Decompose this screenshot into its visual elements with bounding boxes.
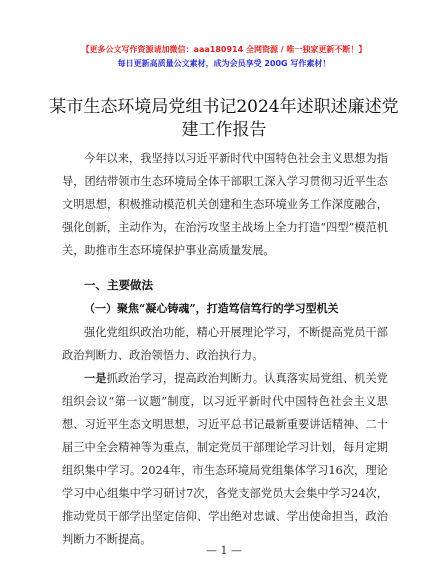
- section-heading-1: 一、主要做法: [84, 278, 153, 292]
- promo-line-2: 每日更新高质量公文素材，成为会员享受 200G 写作素材！: [117, 59, 331, 68]
- intro-paragraph: 今年以来，我坚持以习近平新时代中国特色社会主义思想为指导，团结带领市生态环境局全体干部职工深入学习贯彻习近平生态文明思想，积极推动模范机关创建和生态环境业务工作深度融合，强化创新，主动作为，在治污攻坚主战场上全力打造“四型”模范机关，助推市生态环境保护事业高质量发展。: [62, 152, 388, 257]
- paragraph-2: [62, 367, 388, 551]
- page-number: — 1 —: [206, 544, 242, 557]
- promo-line-1: 【更多公文写作资源请加微信：aaa180914 全网资源 / 唯一独家更新不断！】: [81, 45, 367, 54]
- paragraph-2-body: 抓政治学习，提高政治判断力。认真落实局党组、机关党组织会议“第一议题”制度，以习近平新时代中国特色社会主义思想、习近平生态文明思想，习近平总书记最新重要讲话精神、二十届三中全会精神等为重点，制定党员干部理论学习计划，每月定期组织集中学习。2024年，市生态环境局党组集体学习16次，理论学习中心组集中学习研讨7次，各党支部党员大会集中学习24次，推动党员干部学出坚定信仰、学出绝对忠诚、学出使命担当，政治判断力不断提高。: [62, 372, 388, 546]
- document-title-line-2: 建工作报告: [181, 120, 267, 140]
- subsection-heading-1: （一）聚焦“凝心铸魂”，打造笃信笃行的学习型机关: [84, 302, 339, 315]
- paragraph-1: 强化党组织政治功能，精心开展理论学习，不断提高党员干部政治判断力、政治领悟力、政治执行力。: [62, 326, 388, 362]
- document-title-line-1: 某市生态环境局党组书记2024年述职述廉述党: [49, 97, 399, 117]
- paragraph-2-lead: 一是: [84, 371, 107, 385]
